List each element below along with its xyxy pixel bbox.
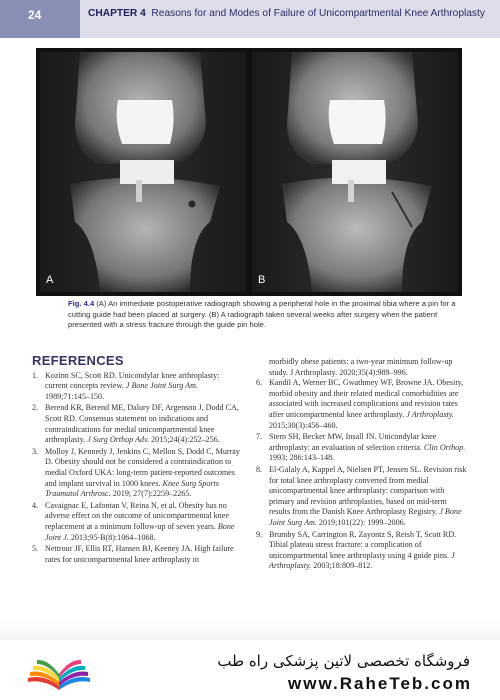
footer-fade <box>0 620 500 640</box>
book-logo-icon <box>24 652 94 692</box>
knee-radiograph-a <box>40 52 246 292</box>
reference-item <box>32 403 242 445</box>
reference-number: 8. <box>256 464 263 474</box>
reference-item <box>32 371 242 403</box>
figure-label: Fig. 4.4 <box>68 299 95 308</box>
reference-journal: J Surg Orthop Adv. <box>87 435 150 445</box>
reference-item <box>256 378 468 431</box>
panel-a-label: A <box>46 274 54 286</box>
reference-journal: J Arthroplasty. <box>290 367 338 377</box>
reference-text: Molloy J, Kennedy J, Jenkins C, Mellon S, Dodd C, Murray D. Obesity should not be considered a contraindication to medial Oxford UKA: long-term patient-reported outcomes and implant survival in 1000 knees. <box>45 446 240 488</box>
knee-radiograph-b <box>252 52 458 292</box>
reference-text: Kozinn SC, Scott RD. Unicondylar knee arthroplasty: current concepts review. <box>45 370 220 391</box>
reference-text: morbidly obese patients: a two-year minimum follow-up study. <box>269 357 453 377</box>
references-heading: REFERENCES <box>32 353 124 368</box>
reference-number: 3. <box>32 446 39 456</box>
reference-journal: J Bone Joint Surg Am. <box>125 381 198 391</box>
reference-text: Nettrour JF, Ellis RT, Hansen BJ, Keeney JA. High failure rates for unicompartmental knee arthroplasty in <box>45 544 234 564</box>
reference-tail: 1989;71:145–150. <box>45 391 105 401</box>
page-header <box>0 0 500 40</box>
reference-text: Stern SH, Becker MW, Insall JN. Unicondylar knee arthroplasty: an evaluation of selection criteria. <box>269 432 437 452</box>
reference-item <box>32 501 242 543</box>
header-bar <box>80 0 500 38</box>
chapter-title-text: Reasons for and Modes of Failure of Unicompartmental Knee Arthroplasty <box>151 8 485 19</box>
reference-text: Cavaignac E, Lafontan V, Reina N, et al. Obesity has no adverse effect on the outcome of unicompartmental knee replacement at a minimum follow-up of seven years. <box>45 500 229 531</box>
reference-tail: 2019;101(22): 1999–2006. <box>316 517 406 527</box>
figure-4-4 <box>36 48 462 296</box>
reference-item <box>256 530 468 572</box>
reference-text: Berend KR, Berend ME, Dalury DF, Argenson J, Dodd CA, Scott RD. Consensus statement on indications and contraindications for medial unicompartmental knee arthroplasty. <box>45 403 239 445</box>
reference-text: Kandil A, Werner BC, Gwathmey WF, Browne JA. Obesity, morbid obesity and their related medical comorbidities are associated with increased complications and revision rates after unicompartmental knee arthroplasty. <box>269 378 464 419</box>
reference-tail: 1993; 286:143–148. <box>269 453 335 463</box>
reference-text: El-Galaly A, Kappel A, Nielsen PT, Jensen SL. Revision risk for total knee arthroplasty converted from medial unicompartmental knee arthroplasty: comparison with primary and revision arthroplasties, based on mid-term results from the Danish Knee Arthroplasty Registry. <box>269 464 467 517</box>
references-column-left <box>32 353 242 566</box>
reference-journal: Clin Orthop. <box>423 442 466 452</box>
reference-journal: J Bone Joint Surg Am. <box>269 507 462 527</box>
page-number: 24 <box>0 0 80 38</box>
reference-tail: 2015;24(4):252–256. <box>149 435 220 445</box>
chapter-label: CHAPTER 4 <box>88 8 146 19</box>
reference-text: Brumby SA, Carrington R, Zayontz S, Reish T, Scott RD. Tibial plateau stress fracture: a complication of unicompartmental knee arthroplasty using 4 guide pins. <box>269 529 457 560</box>
reference-number: 6. <box>256 378 263 388</box>
caption-text: (A) An immediate postoperative radiograph showing a peripheral hole in the proximal tibia where a pin for a cutting guide had been placed at surgery. (B) A radiograph taken several weeks after surgery when the patient presented with a stress fracture through the guide pin hole. <box>68 299 456 329</box>
reference-tail: 2013;95-B(8):1064–1068. <box>68 532 156 542</box>
radiograph-panel-a <box>40 52 246 292</box>
reference-tail: 2003;18:809–812. <box>311 561 373 571</box>
references-column-right <box>256 357 468 573</box>
reference-journal: J Arthroplasty. <box>406 409 454 419</box>
reference-continuation <box>256 357 468 378</box>
footer-url-link[interactable]: www.RaheTeb.com <box>288 674 472 693</box>
reference-journal: J Arthroplasty. <box>269 550 455 571</box>
chapter-title <box>88 8 485 19</box>
reference-number: 7. <box>256 432 263 442</box>
radiograph-panel-b <box>252 52 458 292</box>
reference-number: 2. <box>32 403 39 413</box>
reference-number: 1. <box>32 370 39 380</box>
reference-journal: Knee Surg Sports Traumatol Arthrosc. <box>45 478 219 499</box>
footer-store-name: فروشگاه تخصصی لاتین پزشکی راه طب <box>217 652 470 670</box>
reference-tail: 2019; 27(7):2259–2265. <box>110 489 192 499</box>
reference-item <box>256 465 468 529</box>
reference-journal: Bone Joint J. <box>45 521 235 542</box>
reference-item <box>256 432 468 464</box>
reference-number: 4. <box>32 500 39 510</box>
reference-number: 5. <box>32 544 39 554</box>
reference-item <box>32 544 242 565</box>
panel-b-label: B <box>258 274 266 286</box>
reference-item <box>32 447 242 500</box>
reference-tail: 2020;35(4):989–996. <box>337 367 408 377</box>
figure-caption <box>68 299 460 331</box>
reference-tail: 2015;30(3):456–460. <box>269 420 338 430</box>
reference-number: 9. <box>256 529 263 539</box>
